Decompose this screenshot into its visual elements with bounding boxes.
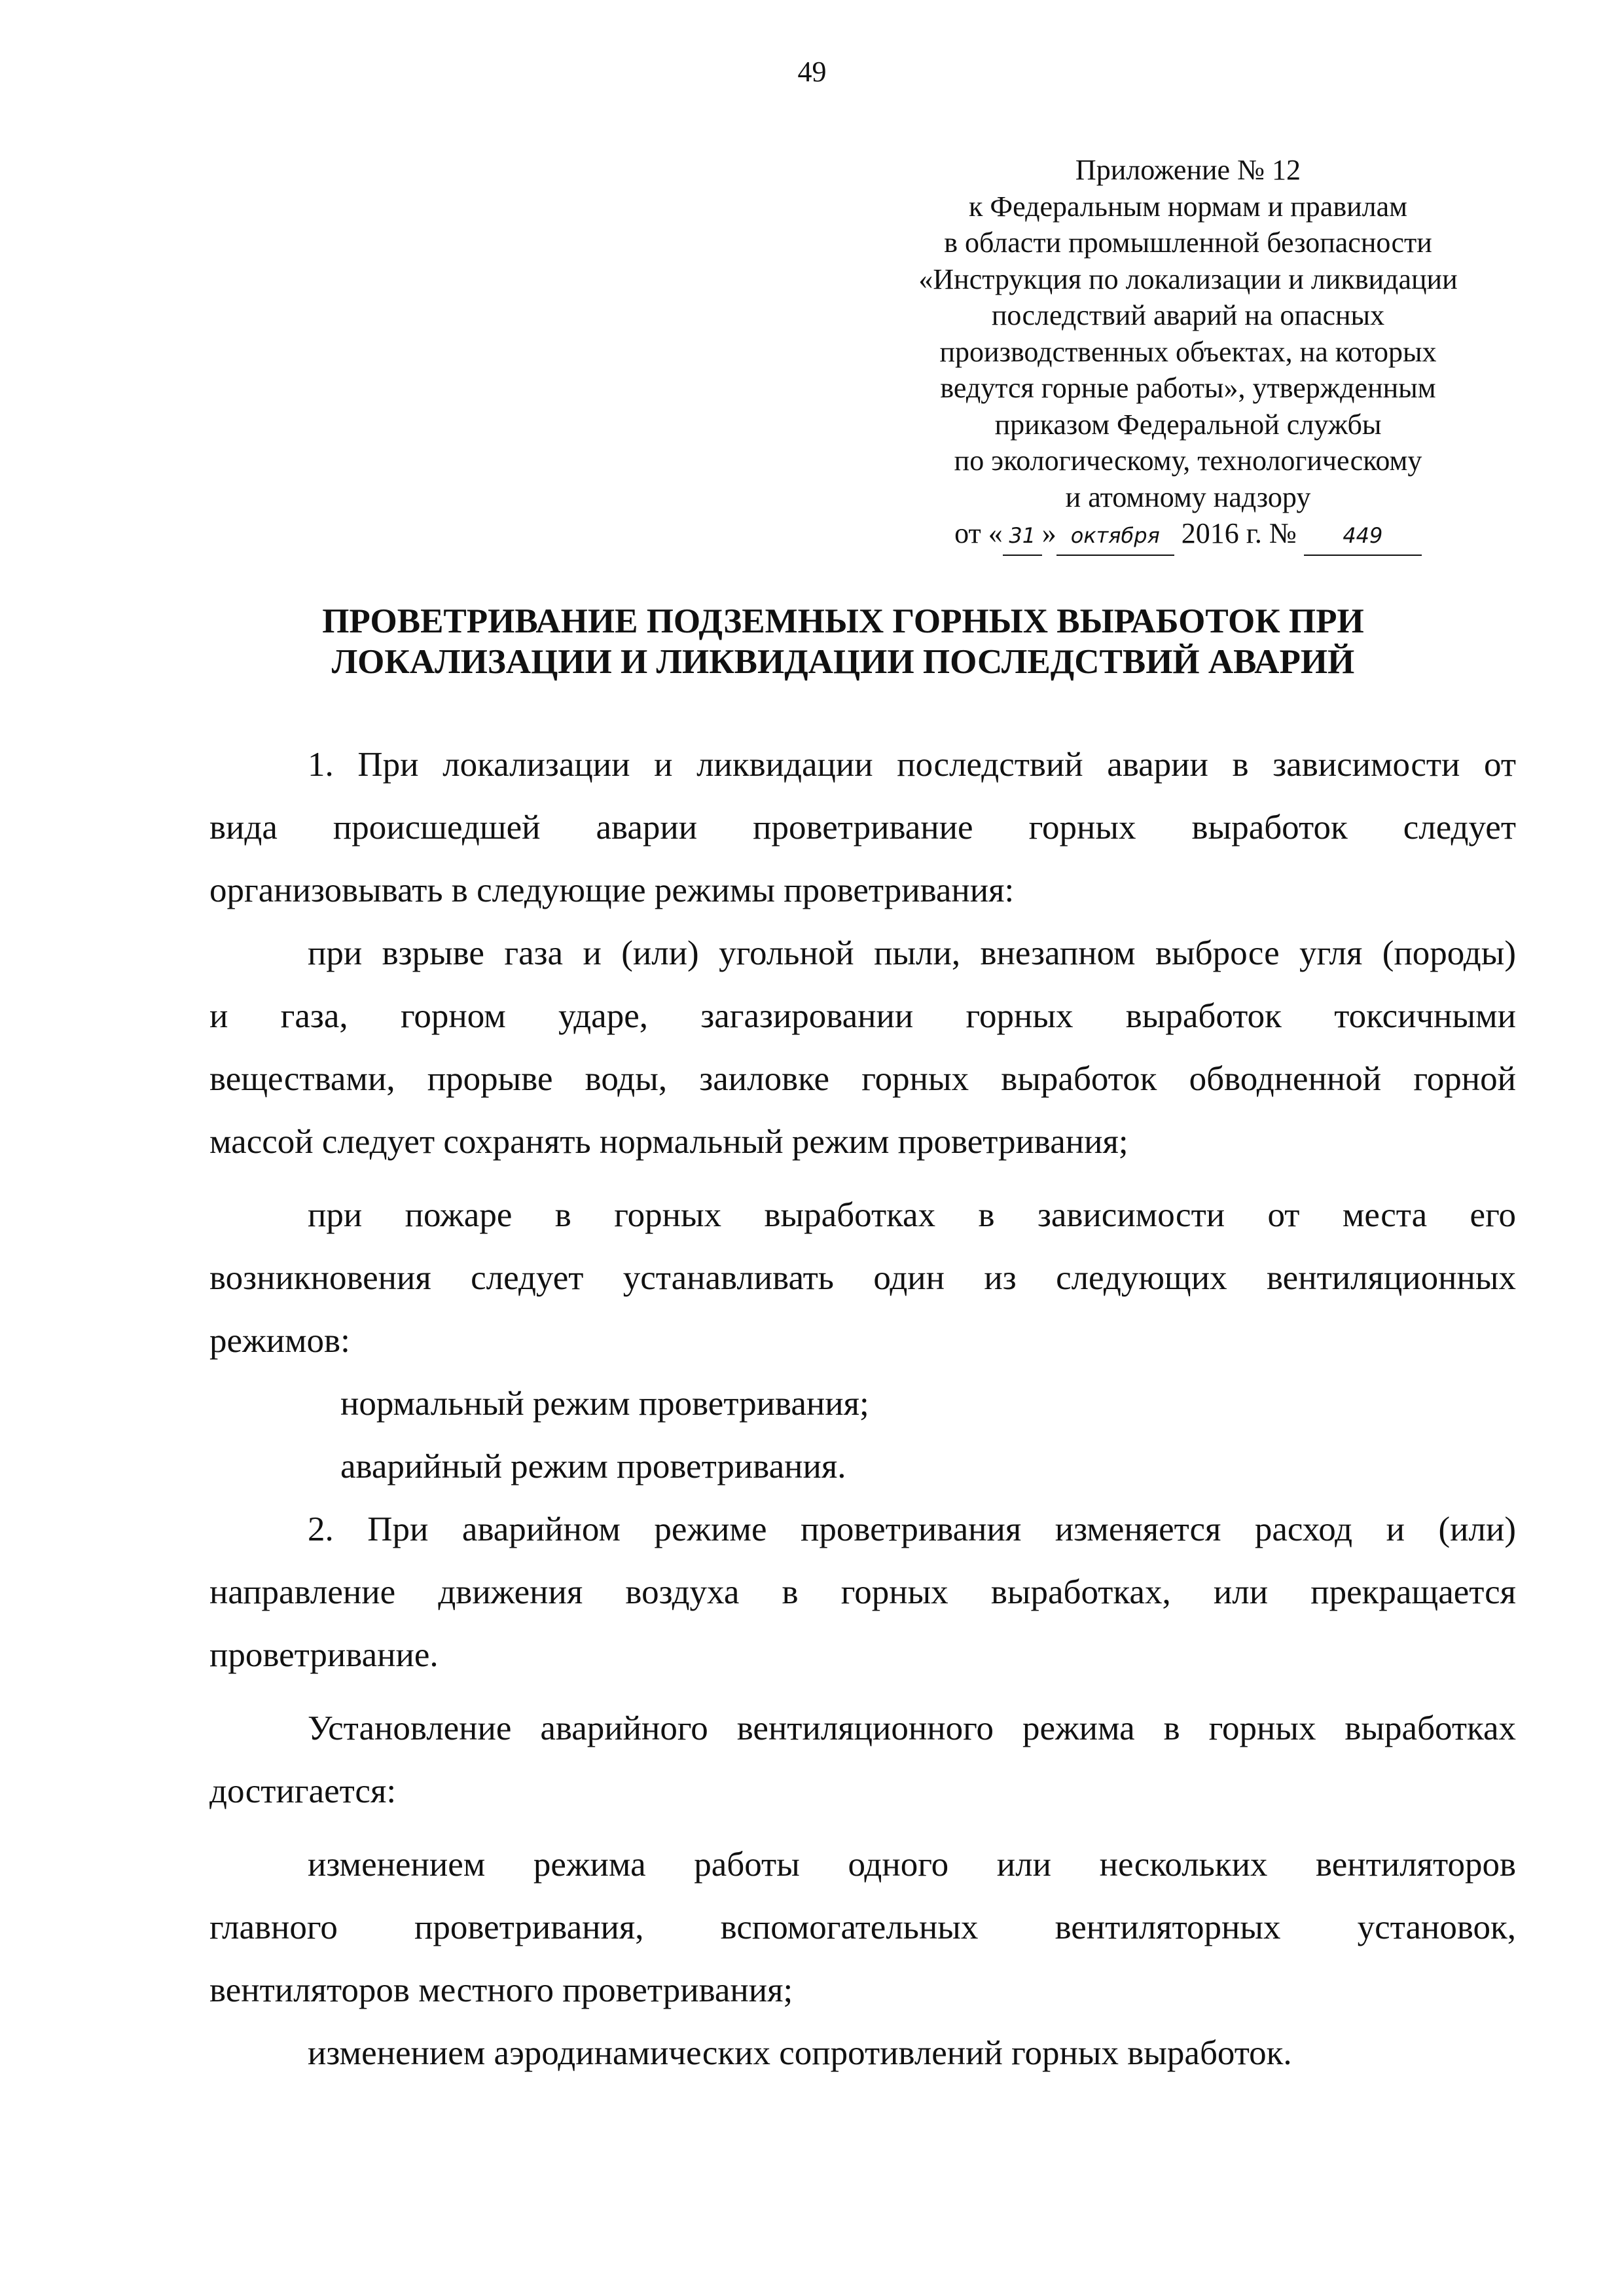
list-item-line: и газа, горном ударе, загазировании горных выработок токсичными [209,997,1516,1035]
paragraph-2-line: направление движения воздуха в горных выработках, или прекращается [209,1573,1516,1611]
appendix-line: в области промышленной безопасности [944,227,1432,259]
appendix-line: к Федеральным нормам и правилам [969,190,1407,223]
date-year: 2016 г. № [1181,517,1297,549]
appendix-line: по экологическому, технологическому [954,445,1422,477]
sub-item-line: аварийный режим проветривания. [340,1448,846,1485]
appendix-line: Приложение № 12 [1075,154,1301,186]
paragraph-1-line: организовывать в следующие режимы проветривания: [209,871,1015,909]
document-title [196,601,1490,682]
paragraph-3-line: достигается: [209,1772,397,1810]
handwritten-month: октября [1056,518,1174,556]
page-number: 49 [797,56,827,88]
list-item-line: массой следует сохранять нормальный режим проветривания; [209,1123,1128,1161]
list-item-line: изменением аэродинамических сопротивлений горных выработок. [308,2034,1292,2072]
handwritten-day: 31 [1003,518,1042,556]
order-date-line [844,515,1532,556]
appendix-line: последствий аварий на опасных [991,299,1385,331]
appendix-line: и атомному надзору [1065,481,1311,513]
paragraph-2-line: проветривание. [209,1636,439,1674]
list-item-line: изменением режима работы одного или нескольких вентиляторов [308,1846,1516,1884]
body-text [209,733,1516,2085]
appendix-line: приказом Федеральной службы [994,408,1382,441]
appendix-header [844,152,1532,556]
list-item-line: возникновения следует устанавливать один из следующих вентиляционных [209,1259,1516,1297]
list-item-line: при пожаре в горных выработках в зависимости от места его [308,1196,1516,1234]
handwritten-order-number: 449 [1304,518,1422,556]
list-item-line: главного проветривания, вспомогательных вентиляторных установок, [209,1908,1516,1946]
appendix-line: «Инструкция по локализации и ликвидации [918,263,1458,295]
title-line: ПРОВЕТРИВАНИЕ ПОДЗЕМНЫХ ГОРНЫХ ВЫРАБОТОК ПРИ [322,602,1364,640]
list-item-line: вентиляторов местного проветривания; [209,1971,793,2009]
date-mid: » [1041,517,1056,549]
title-line: ЛОКАЛИЗАЦИИ И ЛИКВИДАЦИИ ПОСЛЕДСТВИЙ АВАРИЙ [331,643,1355,681]
sub-item-line: нормальный режим проветривания; [340,1385,869,1423]
appendix-line: ведутся горные работы», утвержденным [940,372,1436,404]
list-item-line: при взрыве газа и (или) угольной пыли, внезапном выбросе угля (породы) [308,934,1516,972]
paragraph-1-line: вида происшедшей аварии проветривание горных выработок следует [209,809,1516,847]
paragraph-1-line: 1. При локализации и ликвидации последствий аварии в зависимости от [308,746,1516,784]
paragraph-2-line: 2. При аварийном режиме проветривания изменяется расход и (или) [308,1510,1516,1548]
list-item-line: режимов: [209,1322,350,1360]
appendix-line: производственных объектах, на которых [939,335,1437,368]
date-prefix: от « [954,517,1003,549]
paragraph-3-line: Установление аварийного вентиляционного режима в горных выработках [308,1709,1516,1747]
list-item-line: веществами, прорыве воды, заиловке горных выработок обводненной горной [209,1060,1516,1098]
